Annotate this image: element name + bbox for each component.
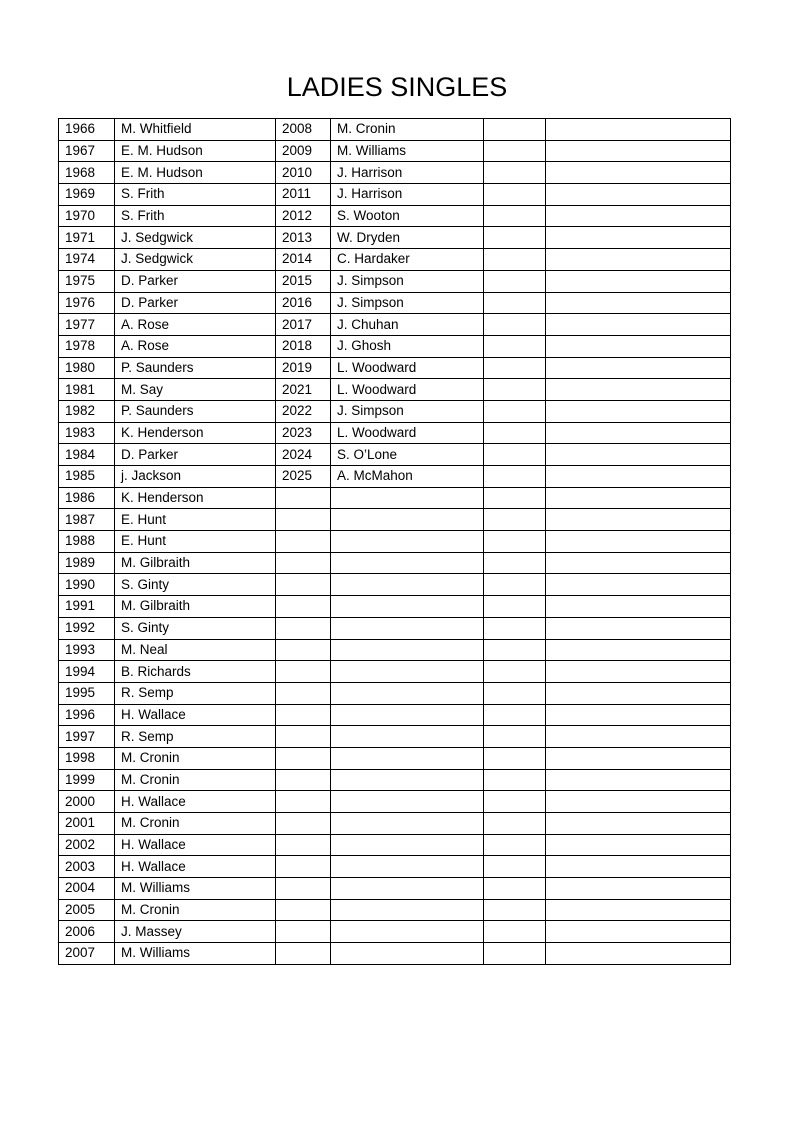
winner-name-cell: A. Rose	[115, 335, 276, 357]
winner-name-cell: H. Wallace	[115, 834, 276, 856]
year-cell: 1983	[59, 422, 115, 444]
year-cell: 2014	[276, 249, 331, 271]
year-cell-empty	[484, 834, 546, 856]
table-row	[59, 379, 731, 401]
table-row	[59, 747, 731, 769]
winner-name-cell: P. Saunders	[115, 357, 276, 379]
year-cell: 2019	[276, 357, 331, 379]
table-row	[59, 899, 731, 921]
year-cell-empty	[484, 270, 546, 292]
year-cell	[276, 769, 331, 791]
winner-name-cell-empty	[546, 140, 731, 162]
winner-name-cell: S. Ginty	[115, 617, 276, 639]
year-cell	[276, 617, 331, 639]
winner-name-cell-empty	[546, 227, 731, 249]
year-cell	[276, 552, 331, 574]
year-cell: 1966	[59, 119, 115, 141]
year-cell: 2008	[276, 119, 331, 141]
year-cell-empty	[484, 856, 546, 878]
winner-name-cell: K. Henderson	[115, 422, 276, 444]
table-row	[59, 292, 731, 314]
year-cell: 2024	[276, 444, 331, 466]
year-cell	[276, 943, 331, 965]
winner-name-cell-empty	[546, 574, 731, 596]
year-cell: 1995	[59, 682, 115, 704]
winner-name-cell: S. Ginty	[115, 574, 276, 596]
year-cell	[276, 682, 331, 704]
winner-name-cell-empty	[546, 292, 731, 314]
year-cell-empty	[484, 661, 546, 683]
winner-name-cell: D. Parker	[115, 292, 276, 314]
table-row	[59, 140, 731, 162]
year-cell: 1969	[59, 184, 115, 206]
winner-name-cell: E. Hunt	[115, 509, 276, 531]
winner-name-cell: M. Cronin	[331, 119, 484, 141]
year-cell-empty	[484, 140, 546, 162]
year-cell	[276, 596, 331, 618]
winner-name-cell: W. Dryden	[331, 227, 484, 249]
year-cell	[276, 509, 331, 531]
winner-name-cell-empty	[546, 943, 731, 965]
year-cell: 1998	[59, 747, 115, 769]
year-cell-empty	[484, 531, 546, 553]
winner-name-cell: K. Henderson	[115, 487, 276, 509]
table-row	[59, 639, 731, 661]
winner-name-cell-empty	[546, 487, 731, 509]
table-row	[59, 704, 731, 726]
year-cell	[276, 834, 331, 856]
winner-name-cell: S. Frith	[115, 184, 276, 206]
winner-name-cell-empty	[546, 466, 731, 488]
winner-name-cell	[331, 487, 484, 509]
winner-name-cell: H. Wallace	[115, 704, 276, 726]
winner-name-cell	[331, 617, 484, 639]
winner-name-cell: S. Wooton	[331, 205, 484, 227]
year-cell	[276, 813, 331, 835]
winner-name-cell	[331, 552, 484, 574]
year-cell-empty	[484, 921, 546, 943]
winner-name-cell: M. Williams	[115, 878, 276, 900]
winner-name-cell-empty	[546, 704, 731, 726]
winner-name-cell: L. Woodward	[331, 357, 484, 379]
year-cell-empty	[484, 422, 546, 444]
table-row	[59, 249, 731, 271]
year-cell-empty	[484, 574, 546, 596]
year-cell: 1997	[59, 726, 115, 748]
table-row	[59, 227, 731, 249]
year-cell-empty	[484, 596, 546, 618]
table-row	[59, 921, 731, 943]
winner-name-cell	[331, 531, 484, 553]
year-cell	[276, 791, 331, 813]
winner-name-cell: M. Williams	[331, 140, 484, 162]
year-cell: 2007	[59, 943, 115, 965]
winner-name-cell	[331, 943, 484, 965]
table-row	[59, 813, 731, 835]
winner-name-cell: B. Richards	[115, 661, 276, 683]
year-cell: 1985	[59, 466, 115, 488]
year-cell: 1967	[59, 140, 115, 162]
winner-name-cell	[331, 791, 484, 813]
year-cell: 2017	[276, 314, 331, 336]
winner-name-cell: E. M. Hudson	[115, 140, 276, 162]
table-row	[59, 509, 731, 531]
year-cell: 2022	[276, 400, 331, 422]
winner-name-cell: A. Rose	[115, 314, 276, 336]
winner-name-cell: J. Ghosh	[331, 335, 484, 357]
winner-name-cell-empty	[546, 119, 731, 141]
winner-name-cell-empty	[546, 314, 731, 336]
winner-name-cell: E. M. Hudson	[115, 162, 276, 184]
winner-name-cell-empty	[546, 813, 731, 835]
winner-name-cell: S. O’Lone	[331, 444, 484, 466]
year-cell	[276, 531, 331, 553]
winner-name-cell-empty	[546, 552, 731, 574]
table-row	[59, 270, 731, 292]
winner-name-cell-empty	[546, 921, 731, 943]
year-cell: 1996	[59, 704, 115, 726]
table-row	[59, 769, 731, 791]
year-cell: 2010	[276, 162, 331, 184]
year-cell-empty	[484, 747, 546, 769]
table-row	[59, 422, 731, 444]
year-cell: 2003	[59, 856, 115, 878]
winner-name-cell-empty	[546, 639, 731, 661]
winners-table	[58, 118, 731, 965]
winner-name-cell: J. Sedgwick	[115, 227, 276, 249]
table-row	[59, 878, 731, 900]
table-row	[59, 943, 731, 965]
year-cell-empty	[484, 878, 546, 900]
year-cell	[276, 639, 331, 661]
winner-name-cell: j. Jackson	[115, 466, 276, 488]
winner-name-cell-empty	[546, 249, 731, 271]
table-row	[59, 162, 731, 184]
winner-name-cell: M. Gilbraith	[115, 552, 276, 574]
year-cell-empty	[484, 704, 546, 726]
year-cell-empty	[484, 639, 546, 661]
year-cell	[276, 726, 331, 748]
winner-name-cell: D. Parker	[115, 444, 276, 466]
winner-name-cell: M. Neal	[115, 639, 276, 661]
year-cell-empty	[484, 227, 546, 249]
table-row	[59, 119, 731, 141]
winner-name-cell: H. Wallace	[115, 791, 276, 813]
winner-name-cell	[331, 856, 484, 878]
year-cell-empty	[484, 379, 546, 401]
winner-name-cell-empty	[546, 270, 731, 292]
winner-name-cell-empty	[546, 531, 731, 553]
winner-name-cell: J. Massey	[115, 921, 276, 943]
winner-name-cell-empty	[546, 357, 731, 379]
year-cell: 1987	[59, 509, 115, 531]
winner-name-cell-empty	[546, 661, 731, 683]
winner-name-cell	[331, 921, 484, 943]
winner-name-cell: D. Parker	[115, 270, 276, 292]
table-row	[59, 682, 731, 704]
winner-name-cell	[331, 509, 484, 531]
winner-name-cell: M. Cronin	[115, 899, 276, 921]
year-cell	[276, 921, 331, 943]
year-cell-empty	[484, 943, 546, 965]
winner-name-cell: M. Whitfield	[115, 119, 276, 141]
year-cell: 1977	[59, 314, 115, 336]
year-cell	[276, 899, 331, 921]
table-row	[59, 400, 731, 422]
year-cell: 2001	[59, 813, 115, 835]
winner-name-cell-empty	[546, 422, 731, 444]
table-row	[59, 552, 731, 574]
winner-name-cell: M. Williams	[115, 943, 276, 965]
winner-name-cell: J. Simpson	[331, 292, 484, 314]
winner-name-cell	[331, 813, 484, 835]
year-cell: 2009	[276, 140, 331, 162]
year-cell: 1980	[59, 357, 115, 379]
year-cell: 1992	[59, 617, 115, 639]
year-cell-empty	[484, 205, 546, 227]
year-cell: 1974	[59, 249, 115, 271]
year-cell-empty	[484, 292, 546, 314]
table-row	[59, 184, 731, 206]
winner-name-cell	[331, 639, 484, 661]
winner-name-cell-empty	[546, 184, 731, 206]
winner-name-cell: L. Woodward	[331, 422, 484, 444]
year-cell-empty	[484, 617, 546, 639]
table-row	[59, 661, 731, 683]
winner-name-cell-empty	[546, 856, 731, 878]
winner-name-cell	[331, 878, 484, 900]
year-cell: 1991	[59, 596, 115, 618]
year-cell: 1986	[59, 487, 115, 509]
winner-name-cell-empty	[546, 834, 731, 856]
year-cell	[276, 487, 331, 509]
table-row	[59, 791, 731, 813]
year-cell: 2005	[59, 899, 115, 921]
year-cell: 2015	[276, 270, 331, 292]
year-cell: 1976	[59, 292, 115, 314]
winner-name-cell-empty	[546, 747, 731, 769]
year-cell: 2025	[276, 466, 331, 488]
year-cell: 1968	[59, 162, 115, 184]
year-cell: 2011	[276, 184, 331, 206]
winner-name-cell: J. Chuhan	[331, 314, 484, 336]
table-row	[59, 335, 731, 357]
year-cell: 1982	[59, 400, 115, 422]
winner-name-cell	[331, 726, 484, 748]
year-cell	[276, 878, 331, 900]
winner-name-cell: M. Say	[115, 379, 276, 401]
year-cell-empty	[484, 509, 546, 531]
winner-name-cell	[331, 834, 484, 856]
winner-name-cell: M. Gilbraith	[115, 596, 276, 618]
winner-name-cell: J. Simpson	[331, 270, 484, 292]
year-cell: 1978	[59, 335, 115, 357]
year-cell-empty	[484, 400, 546, 422]
year-cell-empty	[484, 466, 546, 488]
winner-name-cell-empty	[546, 791, 731, 813]
year-cell: 2016	[276, 292, 331, 314]
year-cell: 2004	[59, 878, 115, 900]
winner-name-cell: R. Semp	[115, 726, 276, 748]
table-row	[59, 726, 731, 748]
year-cell-empty	[484, 314, 546, 336]
winner-name-cell: S. Frith	[115, 205, 276, 227]
winner-name-cell-empty	[546, 400, 731, 422]
year-cell-empty	[484, 444, 546, 466]
winner-name-cell-empty	[546, 682, 731, 704]
table-row	[59, 205, 731, 227]
year-cell	[276, 661, 331, 683]
year-cell: 2000	[59, 791, 115, 813]
table-row	[59, 834, 731, 856]
year-cell: 1999	[59, 769, 115, 791]
year-cell-empty	[484, 682, 546, 704]
year-cell: 2023	[276, 422, 331, 444]
winner-name-cell-empty	[546, 596, 731, 618]
winner-name-cell: R. Semp	[115, 682, 276, 704]
year-cell-empty	[484, 249, 546, 271]
table-row	[59, 314, 731, 336]
table-row	[59, 466, 731, 488]
winner-name-cell: E. Hunt	[115, 531, 276, 553]
year-cell: 2012	[276, 205, 331, 227]
winner-name-cell: J. Harrison	[331, 162, 484, 184]
table-row	[59, 444, 731, 466]
year-cell: 1994	[59, 661, 115, 683]
year-cell-empty	[484, 552, 546, 574]
year-cell-empty	[484, 184, 546, 206]
year-cell: 1981	[59, 379, 115, 401]
winner-name-cell-empty	[546, 205, 731, 227]
table-row	[59, 531, 731, 553]
winner-name-cell: J. Simpson	[331, 400, 484, 422]
table-row	[59, 856, 731, 878]
year-cell	[276, 747, 331, 769]
year-cell: 2021	[276, 379, 331, 401]
winner-name-cell-empty	[546, 509, 731, 531]
winner-name-cell-empty	[546, 726, 731, 748]
winner-name-cell: P. Saunders	[115, 400, 276, 422]
winner-name-cell-empty	[546, 769, 731, 791]
year-cell-empty	[484, 487, 546, 509]
table-row	[59, 617, 731, 639]
year-cell-empty	[484, 813, 546, 835]
table-row	[59, 357, 731, 379]
year-cell-empty	[484, 769, 546, 791]
winner-name-cell	[331, 661, 484, 683]
winner-name-cell	[331, 704, 484, 726]
year-cell: 1984	[59, 444, 115, 466]
winner-name-cell-empty	[546, 162, 731, 184]
year-cell: 1988	[59, 531, 115, 553]
winner-name-cell: M. Cronin	[115, 747, 276, 769]
winner-name-cell: C. Hardaker	[331, 249, 484, 271]
winner-name-cell	[331, 574, 484, 596]
year-cell	[276, 704, 331, 726]
winner-name-cell-empty	[546, 335, 731, 357]
winner-name-cell: M. Cronin	[115, 813, 276, 835]
winner-name-cell: H. Wallace	[115, 856, 276, 878]
winner-name-cell-empty	[546, 899, 731, 921]
winner-name-cell	[331, 899, 484, 921]
year-cell-empty	[484, 899, 546, 921]
page-title: LADIES SINGLES	[286, 72, 508, 102]
table-row	[59, 596, 731, 618]
winners-table-body	[59, 119, 731, 965]
winner-name-cell-empty	[546, 878, 731, 900]
winner-name-cell: J. Harrison	[331, 184, 484, 206]
year-cell-empty	[484, 119, 546, 141]
year-cell: 2018	[276, 335, 331, 357]
table-row	[59, 574, 731, 596]
winner-name-cell-empty	[546, 444, 731, 466]
year-cell: 2013	[276, 227, 331, 249]
winner-name-cell: L. Woodward	[331, 379, 484, 401]
year-cell: 1990	[59, 574, 115, 596]
year-cell: 1989	[59, 552, 115, 574]
year-cell-empty	[484, 726, 546, 748]
winner-name-cell: J. Sedgwick	[115, 249, 276, 271]
year-cell-empty	[484, 162, 546, 184]
winner-name-cell-empty	[546, 617, 731, 639]
winner-name-cell	[331, 682, 484, 704]
winner-name-cell	[331, 769, 484, 791]
year-cell-empty	[484, 335, 546, 357]
year-cell	[276, 856, 331, 878]
winner-name-cell-empty	[546, 379, 731, 401]
year-cell: 1975	[59, 270, 115, 292]
year-cell	[276, 574, 331, 596]
year-cell: 1993	[59, 639, 115, 661]
year-cell-empty	[484, 357, 546, 379]
year-cell: 2002	[59, 834, 115, 856]
winner-name-cell	[331, 747, 484, 769]
table-row	[59, 487, 731, 509]
year-cell: 1970	[59, 205, 115, 227]
winner-name-cell	[331, 596, 484, 618]
winner-name-cell: A. McMahon	[331, 466, 484, 488]
year-cell: 1971	[59, 227, 115, 249]
year-cell: 2006	[59, 921, 115, 943]
year-cell-empty	[484, 791, 546, 813]
winner-name-cell: M. Cronin	[115, 769, 276, 791]
